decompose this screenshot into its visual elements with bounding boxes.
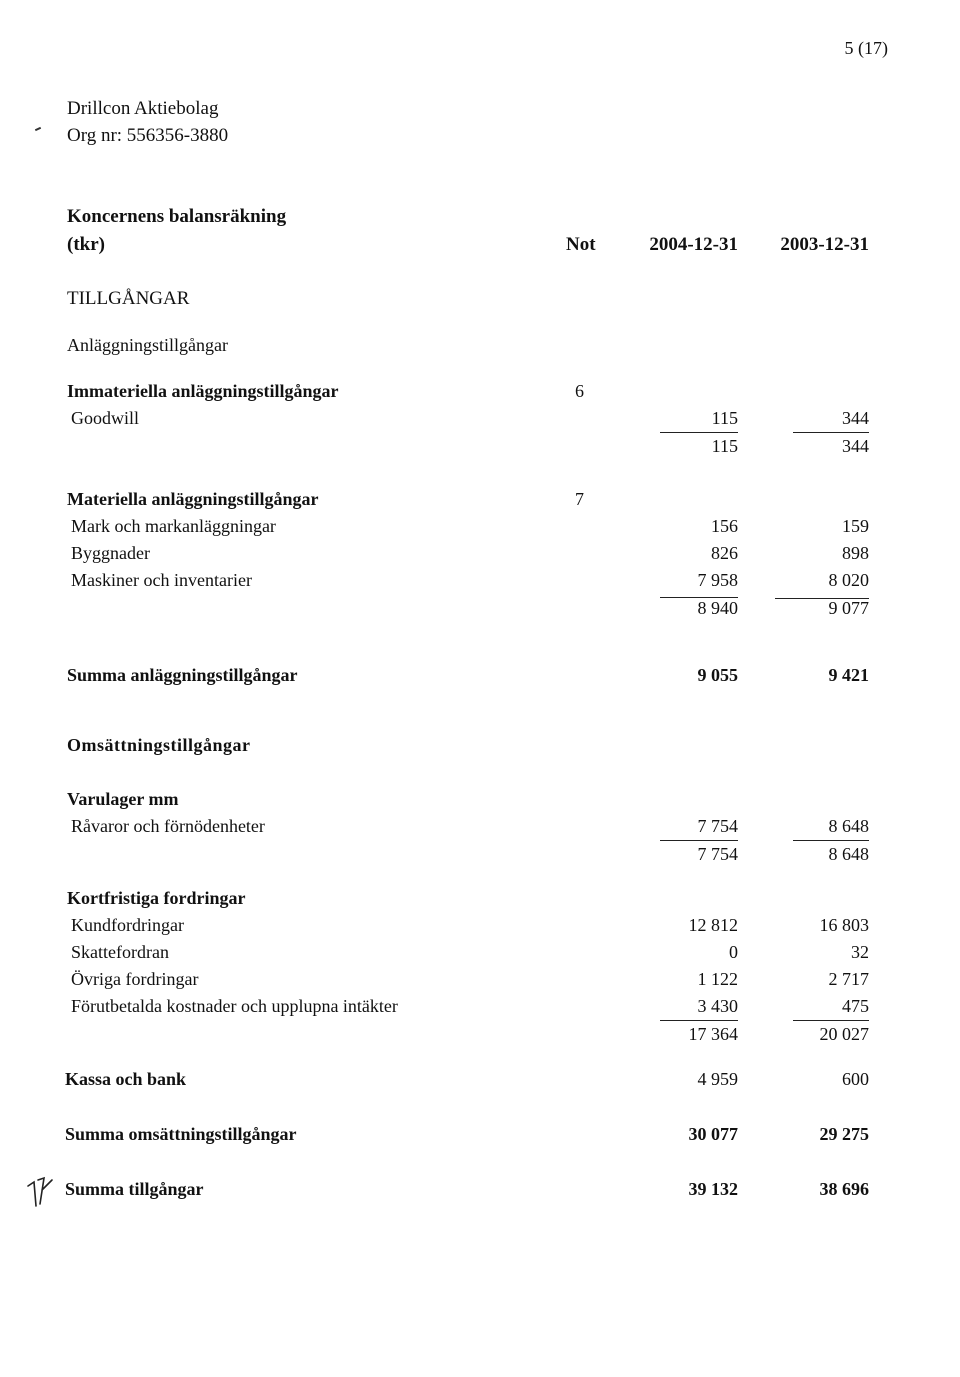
intangible-note: 6	[575, 381, 584, 401]
cash-2003: 600	[842, 1069, 869, 1089]
value-prepaid-2003: 475	[842, 996, 869, 1016]
value-other-receivables-2004: 1 122	[697, 969, 738, 989]
company-name: Drillcon Aktiebolag	[67, 98, 219, 119]
section-assets: TILLGÅNGAR	[67, 288, 190, 309]
value-trade-receivables-2004: 12 812	[688, 915, 738, 935]
total-current-label: Summa omsättningstillgångar	[65, 1124, 297, 1144]
total-assets-label: Summa tillgångar	[65, 1179, 204, 1199]
row-label-buildings: Byggnader	[71, 543, 150, 563]
receivables-sum-2004: 17 364	[688, 1024, 738, 1044]
intangible-heading: Immateriella anläggningstillgångar	[67, 381, 339, 401]
column-header-2004: 2004-12-31	[649, 234, 738, 255]
sum-rule	[660, 1020, 738, 1021]
pen-mark	[35, 127, 41, 131]
tangible-note: 7	[575, 489, 584, 509]
org-number: Org nr: 556356-3880	[67, 125, 229, 146]
value-raw-materials-2003: 8 648	[828, 816, 869, 836]
total-assets-2004: 39 132	[688, 1179, 738, 1199]
column-header-2003: 2003-12-31	[780, 234, 869, 255]
inventory-sum-2004: 7 754	[697, 844, 738, 864]
tangible-sum-2003: 9 077	[828, 598, 869, 618]
value-buildings-2004: 826	[711, 543, 738, 563]
intangible-sum-2003: 344	[842, 436, 869, 456]
value-goodwill-2004: 115	[711, 408, 738, 428]
unit-label: (tkr)	[67, 234, 105, 255]
sum-rule	[793, 1020, 869, 1021]
total-current-2003: 29 275	[819, 1124, 869, 1144]
total-current-2004: 30 077	[688, 1124, 738, 1144]
page-number: 5 (17)	[844, 38, 888, 58]
value-goodwill-2003: 344	[842, 408, 869, 428]
tangible-sum-2004: 8 940	[697, 598, 738, 618]
statement-title: Koncernens balansräkning	[67, 206, 287, 227]
row-label-raw-materials: Råvaror och förnödenheter	[71, 816, 265, 836]
value-land-2004: 156	[711, 516, 738, 536]
row-label-prepaid: Förutbetalda kostnader och upplupna intäkter	[71, 996, 398, 1016]
row-label-goodwill: Goodwill	[71, 408, 140, 428]
sum-rule	[793, 432, 869, 433]
receivables-sum-2003: 20 027	[819, 1024, 869, 1044]
value-tax-receivable-2004: 0	[729, 942, 738, 962]
inventory-heading: Varulager mm	[67, 789, 179, 809]
total-fixed-2003: 9 421	[828, 665, 869, 685]
tangible-heading: Materiella anläggningstillgångar	[67, 489, 319, 509]
intangible-sum-2004: 115	[711, 436, 738, 456]
fixed-assets-heading: Anläggningstillgångar	[67, 335, 228, 355]
current-assets-heading: Omsättningstillgångar	[67, 735, 251, 755]
value-machinery-2004: 7 958	[697, 570, 738, 590]
row-label-trade-receivables: Kundfordringar	[71, 915, 184, 935]
value-machinery-2003: 8 020	[828, 570, 869, 590]
sum-rule	[660, 840, 738, 841]
value-buildings-2003: 898	[842, 543, 869, 563]
inventory-sum-2003: 8 648	[828, 844, 869, 864]
row-label-machinery: Maskiner och inventarier	[71, 570, 252, 590]
row-label-land: Mark och markanläggningar	[71, 516, 276, 536]
row-label-tax-receivable: Skattefordran	[71, 942, 169, 962]
cash-label: Kassa och bank	[65, 1069, 187, 1089]
total-fixed-2004: 9 055	[697, 665, 738, 685]
value-tax-receivable-2003: 32	[851, 942, 869, 962]
value-prepaid-2004: 3 430	[697, 996, 738, 1016]
row-label-other-receivables: Övriga fordringar	[71, 969, 199, 989]
cash-2004: 4 959	[697, 1069, 738, 1089]
receivables-heading: Kortfristiga fordringar	[67, 888, 246, 908]
value-trade-receivables-2003: 16 803	[819, 915, 869, 935]
sum-rule	[793, 840, 869, 841]
sum-rule	[660, 432, 738, 433]
value-land-2003: 159	[842, 516, 869, 536]
handwritten-initials-icon	[22, 1172, 58, 1210]
value-raw-materials-2004: 7 754	[697, 816, 738, 836]
total-fixed-label: Summa anläggningstillgångar	[67, 665, 298, 685]
column-header-note: Not	[566, 234, 596, 255]
value-other-receivables-2003: 2 717	[828, 969, 869, 989]
total-assets-2003: 38 696	[819, 1179, 869, 1199]
